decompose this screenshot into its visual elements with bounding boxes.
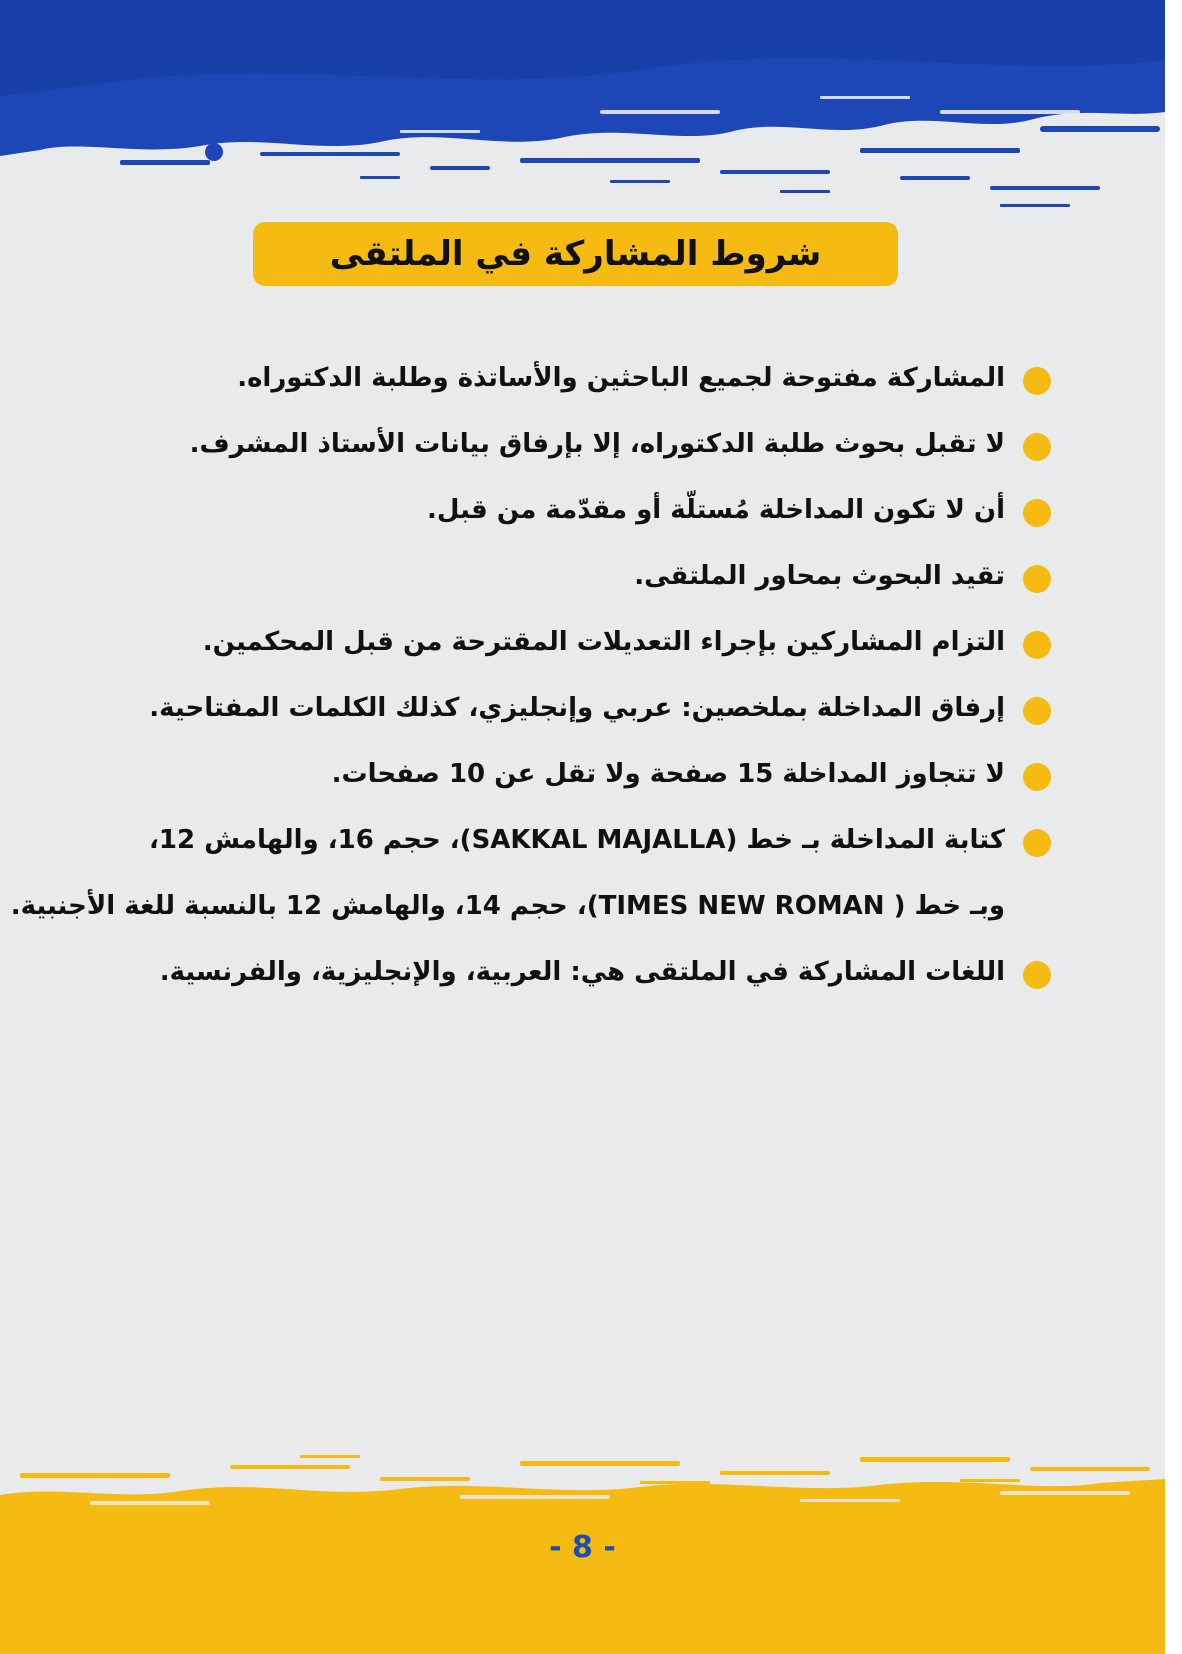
page-number: - 8 -: [549, 1530, 616, 1565]
bullet-icon: [1023, 961, 1051, 989]
title-banner: [253, 222, 898, 286]
condition-text: المشاركة مفتوحة لجميع الباحثين والأساتذة وطلبة الدكتوراه.: [237, 363, 1005, 393]
list-item: [47, 543, 1057, 609]
top-blue-brush-band: [0, 0, 1165, 230]
bullet-icon: [1023, 565, 1051, 593]
list-item: [47, 675, 1057, 741]
condition-text: لا تقبل بحوث طلبة الدكتوراه، إلا بإرفاق بيانات الأستاذ المشرف.: [189, 429, 1005, 459]
condition-text: إرفاق المداخلة بملخصين: عربي وإنجليزي، كذلك الكلمات المفتاحية.: [149, 693, 1005, 723]
bullet-icon: [1023, 763, 1051, 791]
condition-text: كتابة المداخلة بـ خط (SAKKAL MAJALLA)، حجم 16، والهامش 12،: [148, 825, 1005, 855]
list-item: [47, 609, 1057, 675]
list-item: [47, 411, 1057, 477]
list-item: [47, 477, 1057, 543]
condition-text: تقيد البحوث بمحاور الملتقى.: [634, 561, 1005, 591]
bullet-icon: [1023, 433, 1051, 461]
condition-text-continuation: وبـ خط ( TIMES NEW ROMAN)، حجم 14، والهامش 12 بالنسبة للغة الأجنبية.: [10, 891, 1005, 921]
bullet-icon: [1023, 499, 1051, 527]
list-item: [47, 939, 1057, 1005]
list-item: [47, 741, 1057, 807]
condition-text: التزام المشاركين بإجراء التعديلات المقترحة من قبل المحكمين.: [202, 627, 1005, 657]
participation-conditions-list: [10, 345, 1057, 1005]
page-title: شروط المشاركة في الملتقى: [329, 234, 822, 274]
list-item: [10, 807, 1057, 939]
bullet-icon: [1023, 697, 1051, 725]
bullet-icon: [1023, 829, 1051, 857]
bullet-icon: [1023, 631, 1051, 659]
condition-text: أن لا تكون المداخلة مُستلّة أو مقدّمة من قبل.: [427, 495, 1005, 525]
list-item: [47, 345, 1057, 411]
condition-text: لا تتجاوز المداخلة 15 صفحة ولا تقل عن 10 صفحات.: [331, 759, 1005, 789]
bullet-icon: [1023, 367, 1051, 395]
condition-text: اللغات المشاركة في الملتقى هي: العربية، والإنجليزية، والفرنسية.: [159, 957, 1005, 987]
